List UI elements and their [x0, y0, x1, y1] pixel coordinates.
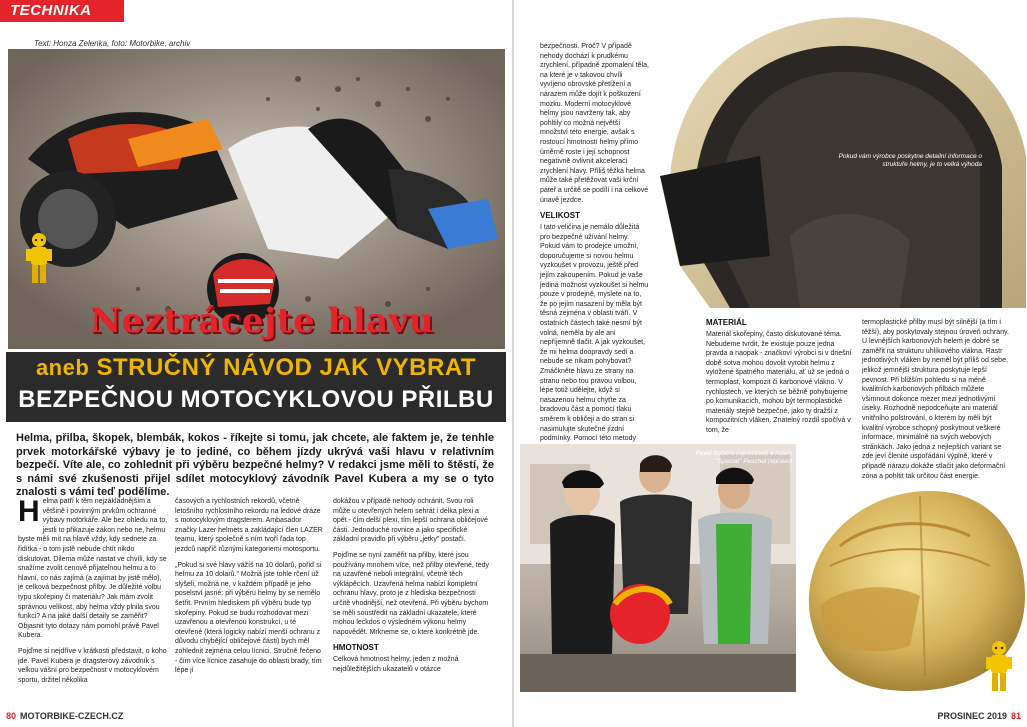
site-name: MOTORBIKE-CZECH.CZ: [20, 711, 124, 721]
mascot-figure-icon: [984, 640, 1014, 696]
col3-paragraph-1: dokážou v případě nehody ochránit. Svou roli může u otevřených helem sehrát i délka plexi a opět - čím delší plexi, tím lepší ochrana obličejové části. Jednoduché rovnice a jako specifické základní pravidlo při výběru „jetky" postačí.: [333, 498, 488, 544]
page-number-left: 80: [6, 711, 17, 721]
section-badge-label: TECHNIKA: [10, 2, 92, 19]
article-column-5: [706, 312, 854, 442]
col3-paragraph-2: Pojďme se nyní zaměřit na přilby, které jsou používány mnohem více, než přilby otevřené, tedy na uzavřené neboli integrální, včetně těch výklápěcích. Uzavřená helma nabízí kompletní ochranu hlavy, proto je z hlediska bezpečnosti určitě vhodnější, než otevřená. Při výběru bychom se měli soustředit na základní ukazatele, které mohou leckdos o výsledném výkonu helmy napovědět. Mrkneme se, o které konkrétně jde.: [333, 551, 490, 636]
subtitle-line-2: BEZPEČNOU MOTOCYKLOVOU PŘILBU: [18, 386, 494, 413]
col4-paragraph-2: I tato veličina je nemálo důležitá pro bezpečné užívání helmy. Pokud vám to prodejce umožní, doporučujeme si novou helmu vyzkoušet v provozu, ještě před jejím zakoupením. Pokud je vaše jediná možnost vyzkoušet si helmu pouze v prodejně, myslete na to, že po jejím nasazení by měla být těsná zejména v oblasti tváří. V ostatních částech také nesmí být volná, neměla by ale ani nepříjemně tlačit. A jak vyzkoušet, že mi helma doopravdy sedí a nebude se nikam pohybovat? Zmáčkněte hlavu ze strany na stranu nebo tou pravou volbou, lépe totiž udělejte, když si nasazenou helmu chyťte za bradovou část a pomocí tlaku směrem k obličeji a do stran si nasimulujte skutečné jízdní podmínky. Pomocí této metody: [540, 224, 649, 443]
col2-paragraph-2: „Pokud si své hlavy vážíš na 10 dolarů, pořiď si helmu za 10 dolarů." Možná jste tohle rčení už slyšeli, možná ne, v každém případě je jeho poselství jasné: při výběru helmy by se nemělo šetřit. Prvním hlediskem při výběru bude typ skořepiny. Pokud se budu rozhodovat mezi uzavřenou a otevřenou konstrukcí, u té otevřené (která logicky nabízí menší ochranu z důvodu chybějící obličejové části) bych měl zohlednit zejména celou lícnici. Stručně řečeno - čím více lícnice zasahuje do oblasti brady, tím lépe jí: [175, 561, 322, 675]
heading-velikost: VELIKOST: [540, 211, 581, 221]
page-gutter: [512, 0, 514, 727]
caption-helmet-cut-text: Pokud vám výrobce poskytne detailní informace o struktuře helmy, je to velká výhoda: [838, 153, 982, 168]
col1-paragraph-1: elma patří k těm nejzákladnějším a většině i povinným prvkům ochranné výbavy motorkáře. Ale bez ohledu na to, jestli to přikazuje zákon nebo ne, helmu byste měli mít na hlavě vždy, kdy sednete za řidítka - o tom jistě nebude chtít nikdo diskutovat. Dilema může nastat ve chvíli, kdy se snažíme zvolit cenově přijatelnou helmu a to hlavní, co nás zajímá (a zajímat by jistě mělo), je celková bezpečnost přilby. Je důležité volbu typu skořepiny či materiálu? Jak mám zvolit správnou velikost, aby helma vždy plnila svou funkci? A na jaké další detaily se zaměřit? Objasnit tyto dotazy nám pomohl právě Pavel Kubera.: [18, 498, 168, 640]
col3-paragraph-3: Celková hmotnost helmy, jeden z možná nejdůležitějších ukazatelů v otázce: [333, 656, 459, 673]
article-column-4: [540, 42, 650, 507]
footer-right: [937, 711, 1021, 721]
col5-paragraph-1: Materiál skořepiny, často diskutované téma. Nebudeme tvrdit, že existuje pouze jedna pravda a naopak - značkoví výrobci si v dnešní době sotva mohou dovolit vyrobit helmu z vyložené špatného materiálu, ať už se jedná o termoplast, kompozit či karbonové vlákno. V rychlostech, ve kterých se běžně pohybujeme po komunikacích, mohou být termoplastické materiály stejně bezpečné, jako ty dražší z kompozitních vláken. Znatelný rozdíl spočívá v tom, že: [706, 331, 852, 434]
headline: Neztrácejte hlavu: [90, 301, 435, 341]
caption-people: Pavel Kubera (uprostřed) a Adam "Special" Peschel (vpravo): [695, 450, 792, 465]
footer-left: [6, 711, 123, 721]
heading-material: MATERIÁL: [706, 318, 747, 327]
subtitle-line-1: [6, 354, 506, 382]
people-photo: [520, 444, 796, 692]
section-badge: [0, 0, 124, 22]
people-photo-illustration: [520, 444, 796, 692]
page-number-right: 81: [1010, 711, 1021, 721]
lead-paragraph: Helma, přilba, škopek, blembák, kokos - říkejte si tomu, jak chcete, ale faktem je, že tenhle prvek motorkářské výbavy je to jediné, co během jízdy ukrývá vaši hlavu v relativním bezpečí. Víte ale, co zohlednit při výběru bezpečné helmy? V redakci jsme měli to štěstí, že s námi své zkušenosti přijel sdílet motocyklový závodník Pavel Kubera a my se o tyto znalosti s vámi teď podělíme.: [16, 432, 494, 498]
article-column-2: [175, 497, 325, 682]
col1-paragraph-2: Pojďme si nejdříve v krátkosti představit, o koho jde. Pavel Kubera je dragsterový závodník s velkou vášní pro bezpečnost v motocyklovém sportu, držitel několika: [18, 647, 167, 684]
col6-paragraph-1: termoplastické přilby musí být silnější (a tím i těžší), aby poskytovaly stejnou úroveň ochrany. U levnějších karbonových helem je dobré se zaměřit na strukturu uhlíkového vlákna. Rastr jednotlivých vláken by neměl být příliš od sebe, jelikož jemnější struktura poskytuje lepší pevnost. Při bližším pohledu si na méně kvalitních karbonových přilbách můžete všimnout dokonce mezer mezi jednotlivými úseky. Rozhodně nepodceňujte ani materiál vnitřního polstrování, o kterém by měli být kvalitní výrobce schopný poskytnout veškeré informace, minimálně na svých webových stránkách. Jako jedna z nejlepších variant se zde jeví členité uspořádání výplně, které v případě nárazu dokáže stlačit jako deformační zóna a pohltit tak určitou část energie.: [862, 319, 1009, 480]
heading-hmotnost: HMOTNOST: [333, 643, 379, 653]
subtitle-prefix: aneb: [35, 355, 90, 380]
subtitle-line-1-text: STRUČNÝ NÁVOD JAK VYBRAT: [96, 354, 477, 381]
article-column-6: [862, 318, 1014, 487]
mascot-figure-icon: [24, 232, 54, 288]
article-column-1: [18, 497, 168, 691]
col4-paragraph-1: bezpečnosti. Proč? V případě nehody dochází k prudkému zrychlení, případně zpomalení těla, na které je v takovou chvíli vyvíjeno obrovské přetížení a nárazem může dojít k poškození mozku. Moderní motocyklové helmy jsou navrženy tak, aby pohltily co možná největší množství této energie, avšak s rostoucí hmotností helmy přímo úměrně roste i její schopnost negativně ovlivnit akceleraci zrychlení hlavy. Příliš těžká helma může také přetěžovat vaši krční páteř a určitě se podílí i na celkové únavě jezdce.: [540, 43, 649, 204]
drop-cap: H: [18, 495, 40, 528]
issue-date: PROSINEC 2019: [937, 711, 1007, 721]
col2-paragraph-1: časových a rychlostních rekordů, včetně letošního rychlostního rekordu na ledové dráze s motocyklovým dragsterem. Ambasador značky Lazer helmets a zakládající člen LAZER teamu, který společně s ním tvoří řada top jezdců napříč různými kategoriemi motosportu.: [175, 498, 323, 553]
article-column-3: [333, 497, 491, 681]
author-credit: Text: Honza Zelenka, foto: Motorbike, archiv: [34, 39, 191, 48]
